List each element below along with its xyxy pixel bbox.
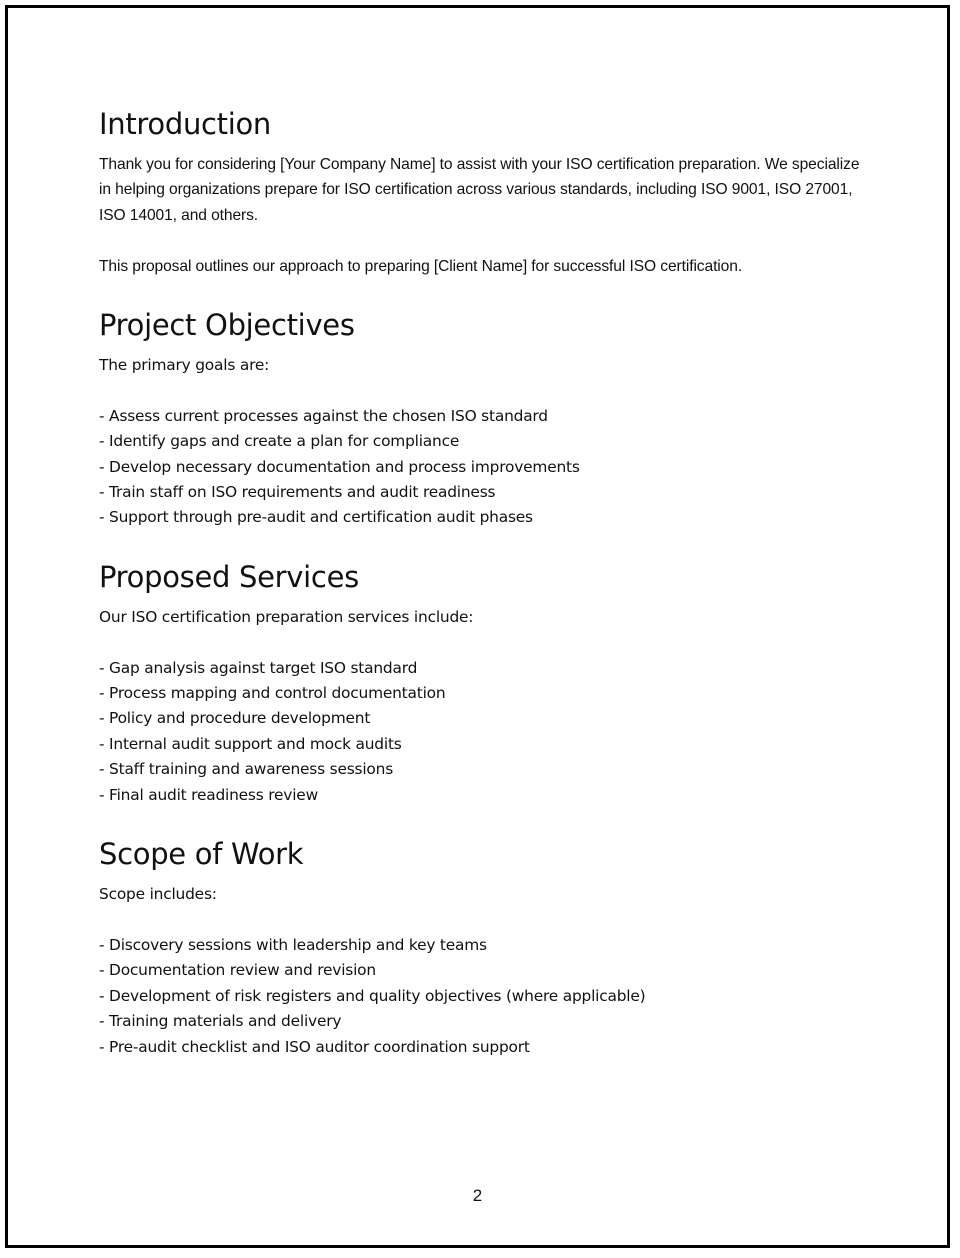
objectives-lead: The primary goals are: bbox=[99, 356, 270, 375]
list-item: - Support through pre-audit and certification audit phases bbox=[99, 508, 533, 527]
list-item: - Documentation review and revision bbox=[99, 961, 376, 980]
objectives-heading: Project Objectives bbox=[99, 308, 355, 343]
list-item: - Training materials and delivery bbox=[99, 1012, 342, 1031]
spacer bbox=[99, 630, 869, 655]
list-item: - Discovery sessions with leadership and key teams bbox=[99, 935, 487, 954]
list-item: - Internal audit support and mock audits bbox=[99, 734, 402, 753]
list-item: - Pre-audit checklist and ISO auditor coordination support bbox=[99, 1037, 530, 1056]
list-item: - Development of risk registers and quality objectives (where applicable) bbox=[99, 986, 646, 1005]
scope-lead: Scope includes: bbox=[99, 885, 217, 904]
list-item: - Policy and procedure development bbox=[99, 709, 371, 728]
list-item: - Gap analysis against target ISO standard bbox=[99, 658, 418, 677]
spacer bbox=[99, 907, 869, 932]
scope-list bbox=[99, 933, 869, 1060]
list-item: - Process mapping and control documentation bbox=[99, 684, 446, 703]
objectives-list bbox=[99, 404, 869, 531]
page-content bbox=[99, 104, 869, 1086]
list-item: - Identify gaps and create a plan for compliance bbox=[99, 432, 460, 451]
list-item: - Train staff on ISO requirements and audit readiness bbox=[99, 483, 496, 502]
services-lead: Our ISO certification preparation services include: bbox=[99, 607, 474, 626]
list-item: - Final audit readiness review bbox=[99, 785, 318, 804]
services-section bbox=[99, 557, 869, 808]
list-item: - Assess current processes against the chosen ISO standard bbox=[99, 406, 548, 425]
page-number: 2 bbox=[472, 1186, 483, 1205]
introduction-paragraph-1: Thank you for considering [Your Company Name] to assist with your ISO certification preparation. We specialize in helping organizations prepare for ISO certification across various standards, including ISO 9001, ISO 27001, ISO 14001, and others. bbox=[99, 156, 860, 224]
list-item: - Staff training and awareness sessions bbox=[99, 760, 394, 779]
services-list bbox=[99, 656, 869, 808]
objectives-section bbox=[99, 305, 869, 531]
list-item: - Develop necessary documentation and process improvements bbox=[99, 457, 580, 476]
introduction-paragraph-2: This proposal outlines our approach to preparing [Client Name] for successful ISO certification. bbox=[99, 257, 743, 275]
spacer bbox=[99, 378, 869, 403]
scope-section bbox=[99, 834, 869, 1060]
scope-heading: Scope of Work bbox=[99, 837, 304, 872]
document-page bbox=[5, 5, 950, 1248]
spacer bbox=[99, 228, 869, 253]
introduction-section bbox=[99, 104, 869, 279]
introduction-heading: Introduction bbox=[99, 107, 272, 141]
services-heading: Proposed Services bbox=[99, 559, 359, 594]
